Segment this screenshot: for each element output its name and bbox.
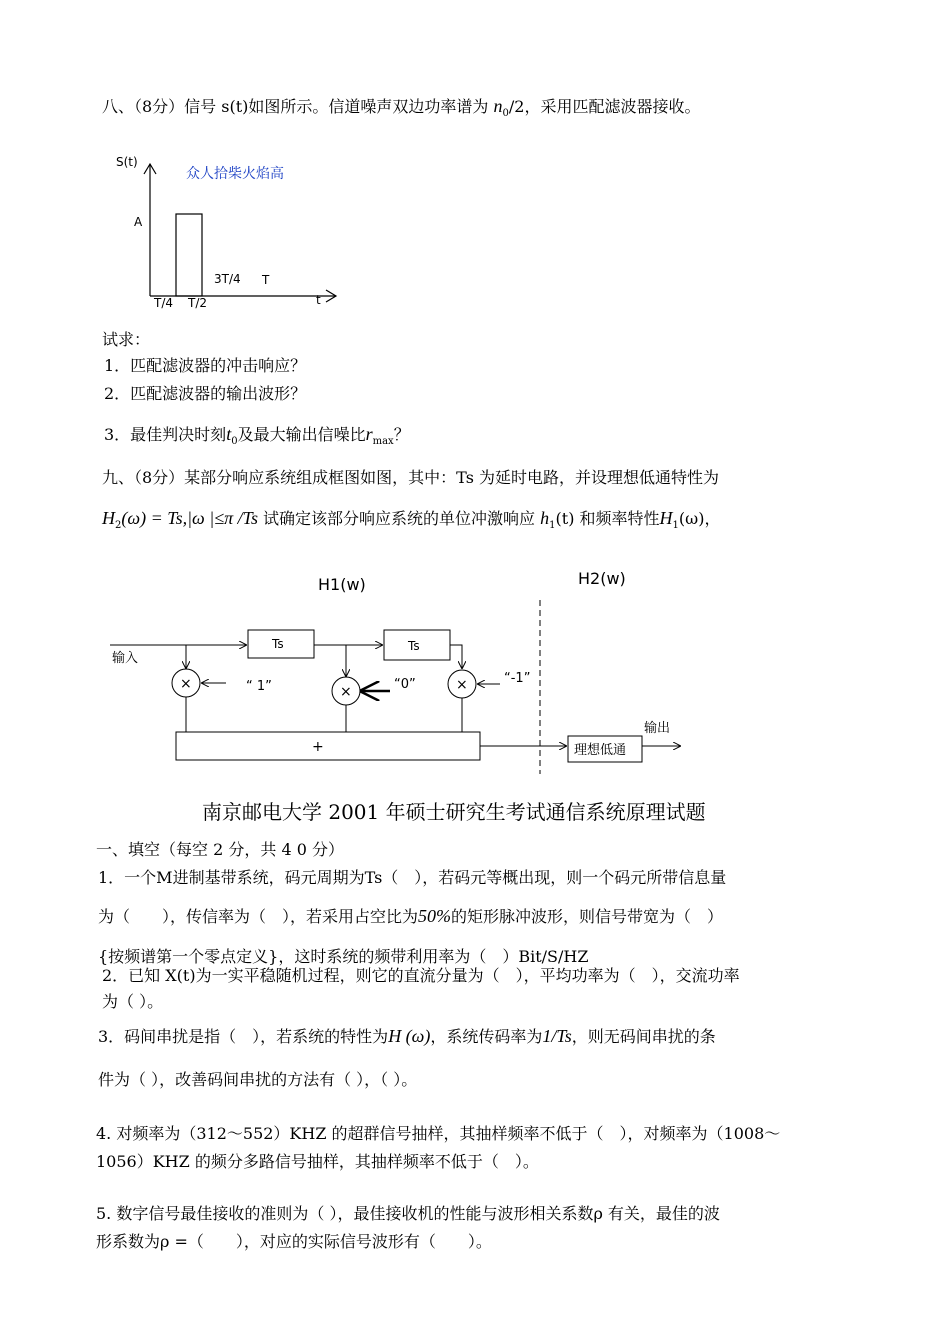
q9-h1t-sub: 1 (549, 520, 556, 532)
q8-r-sub: max (372, 436, 394, 448)
q8-item3-end: ？ (393, 425, 410, 444)
q9-line2-d: (t) 和频率特性 (555, 509, 660, 528)
q8-item-2: 2．匹配滤波器的输出波形？ (104, 384, 307, 403)
q8-line (102, 96, 700, 124)
q9-line2-text: 试确定该部分响应系统的单位冲激响应 (263, 509, 536, 528)
fig1-amp: A (134, 215, 143, 229)
mult-1-sym: × (180, 676, 192, 692)
q8-text: 八、（8分）信号 s(t)如图所示。信道噪声双边功率谱为 (102, 97, 489, 116)
summer-box (176, 732, 480, 760)
fill-3-l6-a: 3．码间串扰是指（ ），若系统的特性为 (98, 1027, 389, 1046)
fig1-ylabel: S(t) (116, 155, 138, 169)
fig1-tick-quarter: T/4 (154, 296, 174, 310)
mult-2-sym: × (340, 684, 352, 700)
summer-label: + (312, 739, 324, 755)
fill-5-line-2: 形系数为ρ =（ ），对应的实际信号波形有（ ）。 (96, 1232, 492, 1251)
fill-3-H: H (ω) (388, 1026, 431, 1046)
duty-cycle: 50% (418, 906, 452, 926)
block-diagram (100, 560, 700, 780)
fill-3-l6-c: ，则无码间串扰的条 (571, 1027, 716, 1046)
delay-1-label: Ts (272, 637, 284, 651)
q8-r: r (365, 424, 373, 444)
coef-m1: “-1” (504, 671, 531, 686)
fill-2-line-1: 2．已知 X(t)为一实平稳随机过程，则它的直流分量为（ ），平均功率为（ ），交流功率 (102, 966, 740, 985)
q9-h2-sub: 2 (115, 520, 122, 532)
fill-2-line-2: 为（ ）。 (102, 992, 164, 1011)
q9-line-2 (102, 508, 720, 536)
watermark-text: 众人拾柴火焰高 (186, 166, 284, 182)
exam-title: 南京邮电大学 2001 年硕士研究生考试通信系统原理试题 (202, 800, 706, 824)
fill-5-line-1: 5. 数字信号最佳接收的准则为（ ），最佳接收机的性能与波形相关系数ρ 有关，最佳的波 (96, 1204, 720, 1223)
fill-1-line-1: 1．一个M进制基带系统，码元周期为Ts（ ），若码元等概出现，则一个码元所带信息量 (98, 868, 727, 887)
q9-line-1: 九、（8分）某部分响应系统组成框图如图，其中：Ts 为延时电路，并设理想低通特性为 (102, 468, 719, 487)
pulse-rect (176, 214, 202, 296)
fig1-tick-3q: 3T/4 (214, 272, 241, 286)
q8-n0: n (493, 96, 503, 116)
q8-t0: t (226, 424, 232, 444)
signal-figure (110, 150, 350, 310)
fill-3-line-2: 件为（ ），改善码间串扰的方法有（ ），（ ）。 (98, 1070, 418, 1089)
q9-H1-sub: 1 (672, 520, 679, 532)
input-label: 输入 (112, 651, 139, 666)
link-2 (450, 645, 462, 668)
q8-item3-mid: 及最大输出信噪比 (237, 425, 366, 444)
fill-1-l2-b: 的矩形脉冲波形，则信号带宽为（ ） (451, 907, 724, 926)
h1-label: H1(w) (318, 575, 366, 594)
fill-1-l2-a: 为（ ），传信率为（ ），若采用占空比为 (98, 907, 419, 926)
fig1-xlabel: t (316, 293, 321, 307)
fill-1-line-2 (98, 906, 723, 927)
q8-item-1: 1．匹配滤波器的冲击响应？ (104, 356, 307, 375)
q8-t0-sub: 0 (231, 436, 238, 448)
section-1-heading: 一、填空（每空 2 分，共 4 0 分） (96, 840, 344, 859)
q8-ask: 试求： (102, 330, 151, 349)
q9-h2-def: (ω) = Ts,|ω |≤π /Ts (121, 508, 258, 528)
q9-h2: H (102, 508, 115, 528)
q9-h1t: h (540, 508, 550, 528)
output-label: 输出 (644, 721, 671, 736)
fill-4-line-1: 4. 对频率为（312～552）KHZ 的超群信号抽样，其抽样频率不低于（ ），对频率为（1008～ (96, 1124, 781, 1143)
fill-3-rate: 1/Ts (542, 1026, 572, 1046)
coef-0: “0” (394, 677, 416, 692)
q8-n0-sub: 0 (502, 108, 509, 120)
fill-3-line-1 (98, 1026, 716, 1047)
coef-1: “ 1” (246, 679, 272, 694)
delay-2-label: Ts (408, 639, 420, 653)
fill-4-line-2: 1056）KHZ 的频分多路信号抽样，其抽样频率不低于（ ）。 (96, 1152, 539, 1171)
fill-1-line-3: {按频谱第一个零点定义}，这时系统的频带利用率为（ ）Bit/S/HZ (98, 947, 589, 966)
lpf-label: 理想低通 (574, 743, 627, 758)
q8-item3-pre: 3．最佳判决时刻 (104, 425, 227, 444)
h2-label: H2(w) (578, 569, 626, 588)
q9-H1: H (659, 508, 673, 528)
fig1-tick-t: T (262, 273, 270, 287)
q8-item-3 (104, 424, 410, 452)
fill-3-l6-b: ，系统传码率为 (430, 1027, 543, 1046)
mult-3-sym: × (456, 677, 468, 693)
q9-line2-e: (ω)， (678, 509, 721, 528)
q8-n0-rest: /2，采用匹配滤波器接收。 (508, 97, 701, 116)
fig1-tick-half: T/2 (188, 296, 208, 310)
